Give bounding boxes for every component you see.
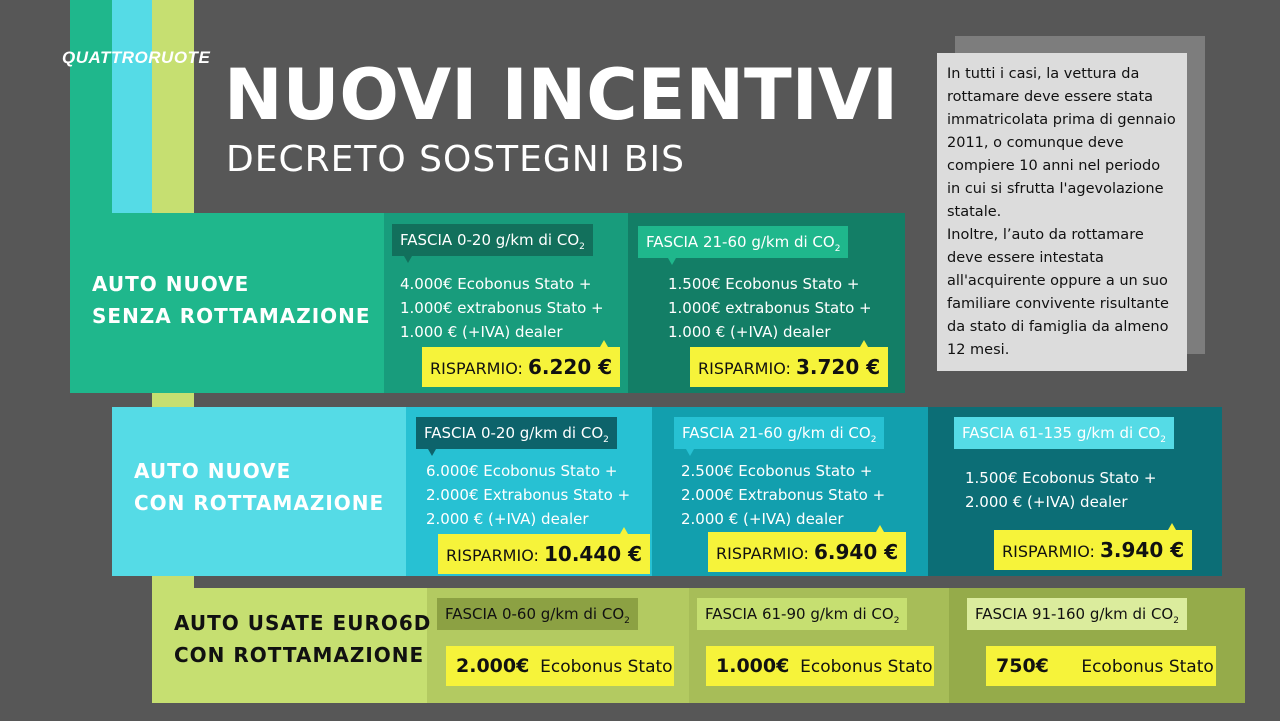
row2-col1-lines: 6.000€ Ecobonus Stato + 2.000€ Extrabonus Stato + 2.000 € (+IVA) dealer bbox=[426, 462, 631, 528]
band-sub: 2 bbox=[579, 242, 585, 252]
band-text: FASCIA 91-160 g/km di CO bbox=[975, 605, 1174, 623]
row3-col2-band bbox=[697, 598, 907, 630]
row1-col1-band bbox=[392, 224, 593, 256]
row3-col3-amount-box bbox=[986, 646, 1216, 686]
amount-desc: Ecobonus Stato bbox=[800, 657, 933, 677]
amount-desc: Ecobonus Stato bbox=[1081, 657, 1214, 677]
row3-col2-amount-box bbox=[706, 646, 934, 686]
band-sub: 2 bbox=[834, 244, 841, 254]
amount: 750€ bbox=[996, 655, 1049, 677]
amount: 1.000€ bbox=[716, 655, 790, 677]
row3-label-line2: CON ROTTAMAZIONE bbox=[174, 643, 425, 667]
save-value: 10.440 € bbox=[544, 542, 643, 566]
band-sub: 2 bbox=[1160, 435, 1166, 445]
row2-label bbox=[134, 455, 384, 519]
band-sub: 2 bbox=[870, 435, 877, 445]
amount: 2.000€ bbox=[456, 655, 530, 677]
row1-label-line2: SENZA ROTTAMAZIONE bbox=[92, 304, 371, 328]
tag-pointer bbox=[404, 256, 412, 263]
row1-col2-lines: 1.500€ Ecobonus Stato + 1.000€ extrabonus Stato + 1.000 € (+IVA) dealer bbox=[668, 275, 872, 341]
row2-col3-lines: 1.500€ Ecobonus Stato + 2.000 € (+IVA) dealer bbox=[965, 469, 1157, 511]
row1-label-line1: AUTO NUOVE bbox=[92, 272, 250, 296]
brand-logo: QUATTRORUOTE bbox=[62, 48, 211, 67]
tag-pointer bbox=[686, 449, 694, 456]
save-pointer bbox=[1168, 523, 1176, 530]
band-sub: 2 bbox=[1173, 616, 1179, 626]
band-text: FASCIA 0-20 g/km di CO bbox=[400, 231, 580, 249]
row2-col2-savings bbox=[708, 532, 906, 572]
page-subtitle: DECRETO SOSTEGNI BIS bbox=[226, 139, 685, 180]
row3-col1-band bbox=[437, 598, 638, 630]
row1-col2-band bbox=[638, 226, 848, 258]
tag-pointer bbox=[668, 258, 676, 265]
page-title: NUOVI INCENTIVI bbox=[224, 54, 899, 136]
row3-col1-amount-box bbox=[446, 646, 674, 686]
band-text: FASCIA 0-20 g/km di CO bbox=[424, 424, 604, 442]
save-label: RISPARMIO: bbox=[698, 359, 791, 378]
save-pointer bbox=[860, 340, 868, 347]
row1-col1-lines: 4.000€ Ecobonus Stato + 1.000€ extrabonus Stato + 1.000 € (+IVA) dealer bbox=[400, 275, 604, 341]
band-sub: 2 bbox=[893, 616, 900, 626]
amount-desc: Ecobonus Stato bbox=[540, 657, 673, 677]
strip-cyan bbox=[112, 0, 152, 220]
row2-col3-savings bbox=[994, 530, 1192, 570]
row3-label bbox=[174, 607, 431, 671]
save-value: 3.940 € bbox=[1100, 538, 1185, 562]
save-value: 6.940 € bbox=[814, 540, 899, 564]
band-text: FASCIA 0-60 g/km di CO bbox=[445, 605, 625, 623]
row2-col2-lines: 2.500€ Ecobonus Stato + 2.000€ Extrabonus Stato + 2.000 € (+IVA) dealer bbox=[681, 462, 886, 528]
row3-label-line1: AUTO USATE EURO6D bbox=[174, 611, 432, 635]
save-value: 6.220 € bbox=[528, 355, 613, 379]
band-text: FASCIA 61-135 g/km di CO bbox=[962, 424, 1161, 442]
note-box: In tutti i casi, la vettura da rottamare deve essere stata immatricolata prima di gennaio 2011, o comunque deve compiere 10 anni nel periodo in cui si sfrutta l'agevolazione statale. Inoltre, l’auto da rottamare deve essere intestata all'acquirente oppure a un suo familiare convivente risultante da stato di famiglia da almeno 12 mesi. bbox=[937, 53, 1187, 371]
save-value: 3.720 € bbox=[796, 355, 881, 379]
row2-col1-savings bbox=[438, 534, 650, 574]
band-sub: 2 bbox=[624, 616, 630, 626]
save-label: RISPARMIO: bbox=[446, 546, 539, 565]
row2-label-line1: AUTO NUOVE bbox=[134, 459, 292, 483]
save-pointer bbox=[620, 527, 628, 534]
save-label: RISPARMIO: bbox=[430, 359, 523, 378]
save-label: RISPARMIO: bbox=[716, 544, 809, 563]
row2-col3-band bbox=[954, 417, 1174, 449]
band-text: FASCIA 21-60 g/km di CO bbox=[682, 424, 871, 442]
band-sub: 2 bbox=[603, 435, 609, 445]
save-pointer bbox=[600, 340, 608, 347]
save-pointer bbox=[876, 525, 884, 532]
row1-label bbox=[92, 268, 371, 332]
row3-col3-band bbox=[967, 598, 1187, 630]
strip-lime bbox=[152, 0, 194, 220]
row2-col2-band bbox=[674, 417, 884, 449]
row2-label-line2: CON ROTTAMAZIONE bbox=[134, 491, 385, 515]
band-text: FASCIA 61-90 g/km di CO bbox=[705, 605, 894, 623]
row2-col1-band bbox=[416, 417, 617, 449]
band-text: FASCIA 21-60 g/km di CO bbox=[646, 233, 835, 251]
strip-teal bbox=[70, 0, 112, 220]
save-label: RISPARMIO: bbox=[1002, 542, 1095, 561]
tag-pointer bbox=[428, 449, 436, 456]
row1-col1-savings bbox=[422, 347, 620, 387]
row1-col2-savings bbox=[690, 347, 888, 387]
